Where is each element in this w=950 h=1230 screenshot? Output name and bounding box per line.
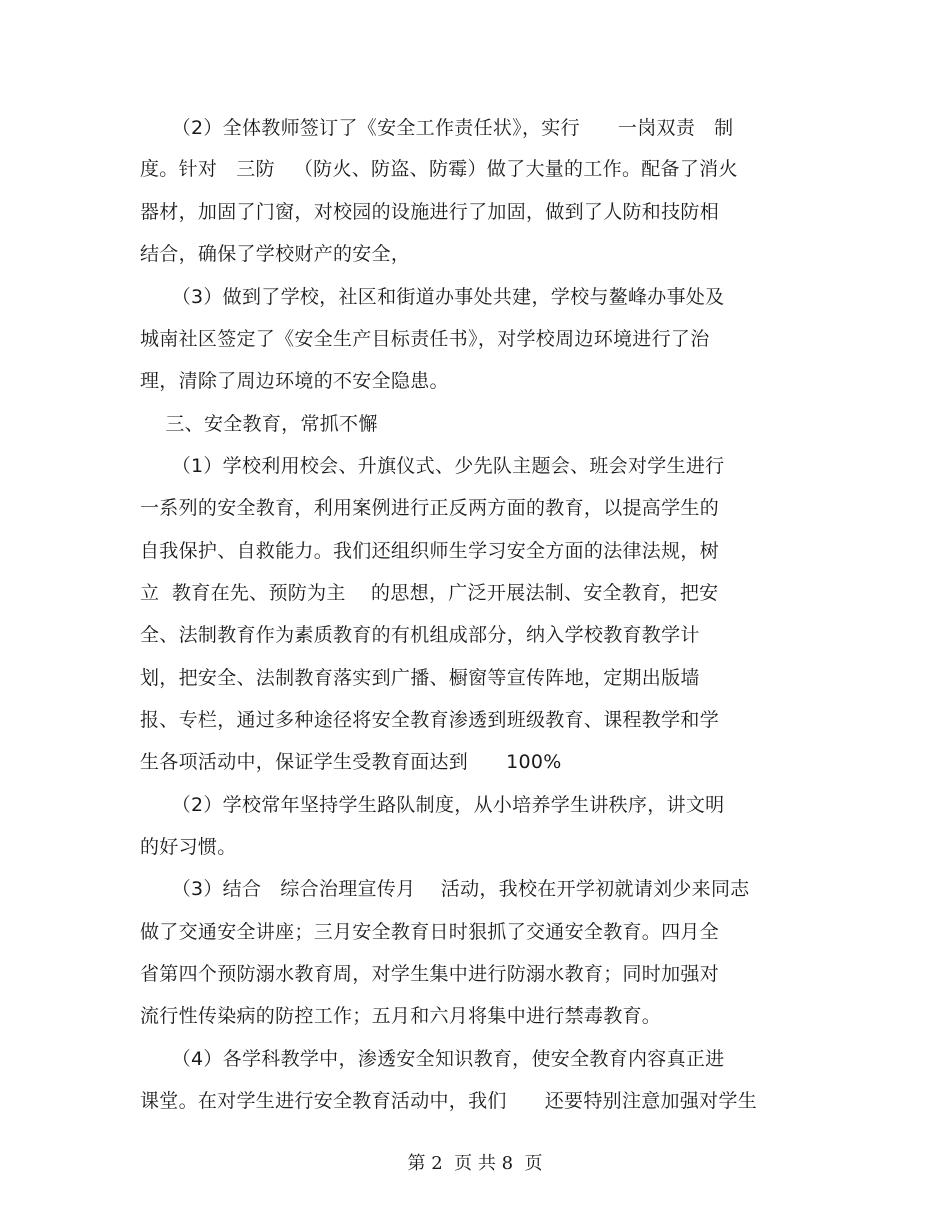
paragraph-line: （3）结合 综合治理宣传月 活动，我校在开学初就请刘少来同志	[140, 878, 750, 900]
paragraph-line: 省第四个预防溺水教育周，对学生集中进行防溺水教育；同时加强对	[140, 963, 720, 985]
paragraph-line: 理，清除了周边环境的不安全隐患。	[140, 370, 449, 392]
paragraph-line: 自我保护、自救能力。我们还组织师生学习安全方面的法律法规，树	[140, 540, 720, 562]
paragraph-line: （4）各学科教学中，渗透安全知识教育，使安全教育内容真正进	[140, 1048, 725, 1070]
paragraph-line: 结合，确保了学校财产的安全，	[140, 243, 411, 265]
paragraph-line: 立 教育在先、预防为主 的思想，广泛开展法制、安全教育，把安	[140, 582, 719, 604]
paragraph-line: 器材，加固了门窗，对校园的设施进行了加固，做到了人防和技防相	[140, 201, 720, 223]
paragraph-line: 划，把安全、法制教育落实到广播、橱窗等宣传阵地，定期出版墙	[140, 667, 700, 689]
paragraph-line: 城南社区签定了《安全生产目标责任书》，对学校周边环境进行了治	[140, 328, 710, 350]
page-number-footer: 第 2 页 共 8 页	[407, 1153, 543, 1174]
paragraph-line: （1）学校利用校会、升旗仪式、少先队主题会、班会对学生进行	[140, 455, 725, 477]
paragraph-line: 报、专栏，通过多种途径将安全教育渗透到班级教育、课程教学和学	[140, 709, 720, 731]
paragraph-line: 一系列的安全教育，利用案例进行正反两方面的教育，以提高学生的	[140, 497, 720, 519]
paragraph-line: （3）做到了学校，社区和街道办事处共建，学校与鳌峰办事处及	[140, 286, 725, 308]
paragraph-line: 流行性传染病的防控工作；五月和六月将集中进行禁毒教育。	[140, 1005, 662, 1027]
paragraph-line: 全、法制教育作为素质教育的有机组成部分，纳入学校教育教学计	[140, 624, 700, 646]
paragraph-line: 的好习惯。	[140, 836, 237, 858]
paragraph-line: 做了交通安全讲座；三月安全教育日时狠抓了交通安全教育。四月全	[140, 921, 720, 943]
section-heading: 三、安全教育，常抓不懈	[140, 413, 378, 435]
paragraph-line: 生各项活动中，保证学生受教育面达到 100%	[140, 751, 562, 773]
paragraph-line: （2）学校常年坚持学生路队制度，从小培养学生讲秩序，讲文明	[140, 794, 725, 816]
paragraph-line: 课堂。在对学生进行安全教育活动中，我们 还要特别注意加强对学生	[140, 1090, 758, 1112]
paragraph-line: （2）全体教师签订了《安全工作责任状》，实行 一岗双责 制	[140, 117, 734, 139]
paragraph-line: 度。针对 三防 （防火、防盗、防霉）做了大量的工作。配备了消火	[140, 158, 738, 180]
